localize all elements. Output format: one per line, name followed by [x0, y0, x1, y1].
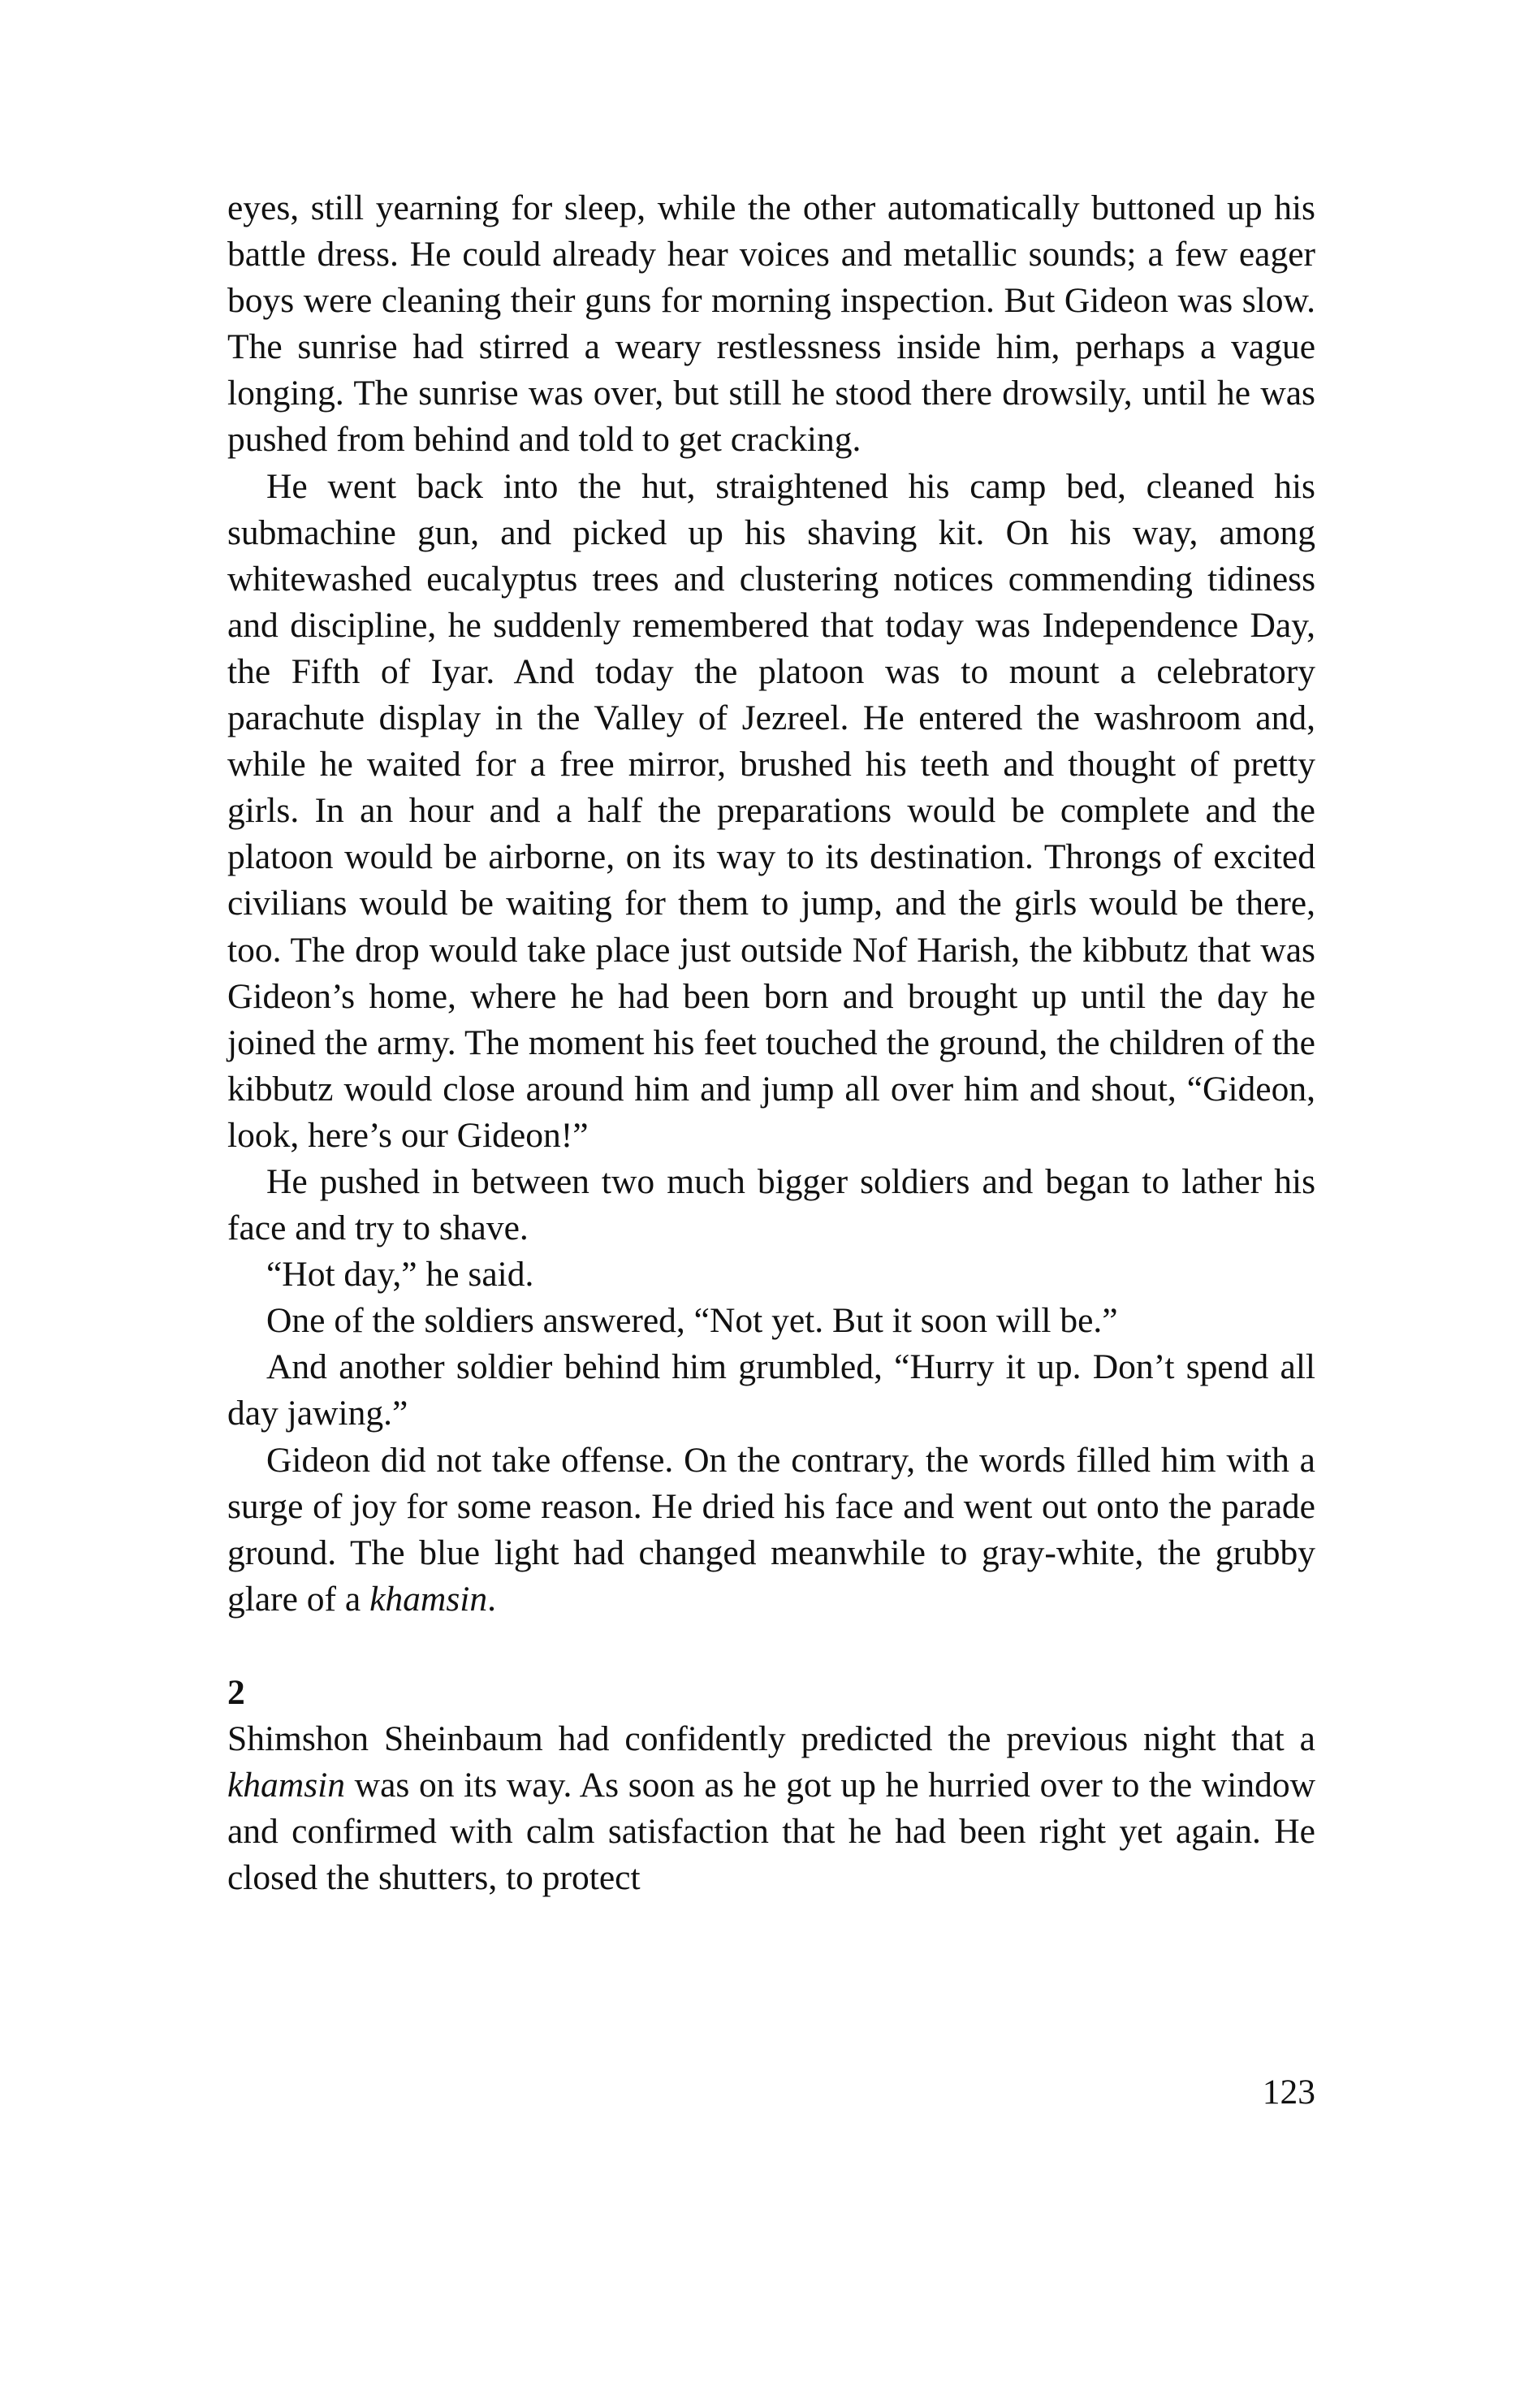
- body-text: [227, 185, 1315, 1901]
- paragraph: He went back into the hut, straightened his camp bed, cleaned his submachine gun, and picked up his shaving kit. On his way, among whitewashed eucalyptus trees and clustering notices commending tidiness and discipline, he suddenly remembered that today was Independence Day, the Fifth of Iyar. And today the platoon was to mount a celebratory parachute display in the Valley of Jezreel. He entered the washroom and, while he waited for a free mirror, brushed his teeth and thought of pretty girls. In an hour and a half the preparations would be complete and the platoon would be airborne, on its way to its destination. Throngs of excited civilians would be waiting for them to jump, and the girls would be there, too. The drop would take place just outside Nof Harish, the kibbutz that was Gideon’s home, where he had been born and brought up until the day he joined the army. The moment his feet touched the ground, the children of the kibbutz would close around him and jump all over him and shout, “Gideon, look, here’s our Gideon!”: [227, 466, 1315, 1155]
- section-number: 2: [227, 1672, 245, 1712]
- paragraph: eyes, still yearning for sleep, while the other automatically buttoned up his battle dress. He could already hear voices and metallic sounds; a few eager boys were cleaning their guns for morning inspection. But Gideon was slow. The sunrise had stirred a weary restlessness inside him, perhaps a vague longing. The sunrise was over, but still he stood there drowsily, until he was pushed from behind and told to get cracking.: [227, 188, 1315, 460]
- paragraph: He pushed in between two much bigger soldiers and began to lather his face and try to shave.: [227, 1161, 1315, 1248]
- italic-term: khamsin: [227, 1766, 345, 1805]
- page-number: 123: [1262, 2073, 1315, 2112]
- paragraph: [227, 1437, 1315, 1623]
- paragraph: And another soldier behind him grumbled, “Hurry it up. Don’t spend all day jawing.”: [227, 1347, 1315, 1433]
- paragraph: “Hot day,” he said.: [266, 1255, 534, 1295]
- paragraph-text: Gideon did not take offense. On the contrary, the words filled him with a surge of joy for some reason. He dried his face and went out onto the parade ground. The blue light had changed meanwhile to gray-white, the grubby glare of a: [227, 1440, 1315, 1619]
- paragraph-text: Shimshon Sheinbaum had confidently predicted the previous night that a: [227, 1719, 1315, 1758]
- paragraph-text: was on its way. As soon as he got up he hurried over to the window and confirmed with calm satisfaction that he had been right yet again. He closed the shutters, to protect: [227, 1766, 1315, 1898]
- paragraph-text: .: [487, 1579, 496, 1619]
- italic-term: khamsin: [369, 1579, 488, 1619]
- paragraph: One of the soldiers answered, “Not yet. But it soon will be.”: [266, 1301, 1118, 1341]
- paragraph: [227, 1716, 1315, 1901]
